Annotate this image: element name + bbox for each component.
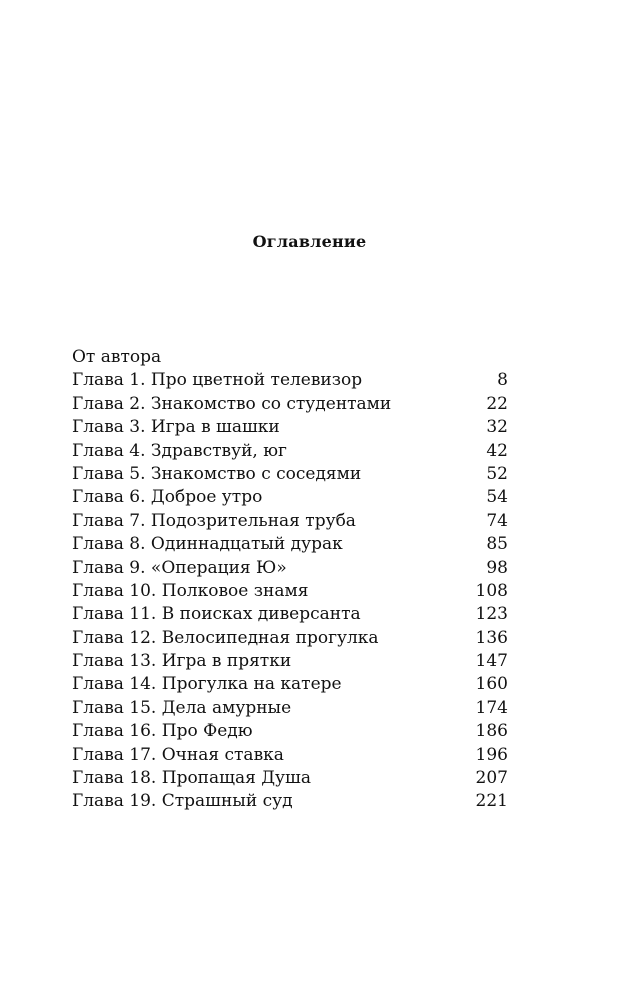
toc-entry-page: 98 xyxy=(486,557,508,578)
toc-entry-page: 8 xyxy=(497,370,508,391)
toc-entry-chapter-19[interactable] xyxy=(72,790,508,813)
toc-entry-title: Глава 1. Про цветной телевизор xyxy=(72,370,363,391)
toc-entry-title: Глава 15. Дела амурные xyxy=(72,697,292,718)
toc-entry-chapter-10[interactable] xyxy=(72,580,508,603)
toc-entry-page: 85 xyxy=(486,534,508,555)
toc-entry-chapter-5[interactable] xyxy=(72,463,508,486)
toc-entry-page: 147 xyxy=(475,651,508,672)
toc-entry-title: Глава 13. Игра в прятки xyxy=(72,651,292,672)
toc-entry-title: Глава 7. Подозрительная труба xyxy=(72,510,356,531)
toc-entry-title: Глава 16. Про Федю xyxy=(72,721,253,742)
toc-entry-chapter-13[interactable] xyxy=(72,650,508,673)
toc-entry-page: 207 xyxy=(475,768,508,789)
toc-entry-chapter-18[interactable] xyxy=(72,767,508,790)
toc-entry-chapter-8[interactable] xyxy=(72,533,508,556)
toc-entry-page: 160 xyxy=(475,674,508,695)
toc-entry-title: Глава 8. Одиннадцатый дурак xyxy=(72,534,343,555)
toc-entry-page: 74 xyxy=(486,510,508,531)
toc-entry-title: Глава 2. Знакомство со студентами xyxy=(72,393,392,414)
toc-entry-chapter-15[interactable] xyxy=(72,697,508,720)
page-title: Оглавление xyxy=(252,232,367,251)
toc-entry-page: 221 xyxy=(475,791,508,812)
toc-entry-page: 196 xyxy=(475,744,508,765)
toc-entry-title: Глава 18. Пропащая Душа xyxy=(72,768,311,789)
toc-entry-chapter-3[interactable] xyxy=(72,416,508,439)
toc-entry-title: Глава 12. Велосипедная прогулка xyxy=(72,627,379,648)
toc-entry-chapter-11[interactable] xyxy=(72,603,508,626)
toc-entry-title: Глава 5. Знакомство с соседями xyxy=(72,463,362,484)
toc-entry-chapter-6[interactable] xyxy=(72,486,508,509)
toc-entry-author-preface[interactable] xyxy=(72,346,508,369)
toc-entry-page: 22 xyxy=(486,393,508,414)
toc-entry-chapter-14[interactable] xyxy=(72,673,508,696)
toc-entry-title: От автора xyxy=(72,347,162,367)
toc-entry-page: 108 xyxy=(475,580,508,601)
toc-entry-title: Глава 11. В поисках диверсанта xyxy=(72,604,361,625)
toc-entry-page: 42 xyxy=(486,440,508,461)
toc-entry-chapter-1[interactable] xyxy=(72,369,508,392)
toc-entry-page: 136 xyxy=(475,627,508,648)
toc-entry-chapter-12[interactable] xyxy=(72,627,508,650)
toc-entry-chapter-16[interactable] xyxy=(72,720,508,743)
toc-entry-title: Глава 19. Страшный суд xyxy=(72,791,293,812)
toc-entry-chapter-4[interactable] xyxy=(72,440,508,463)
toc-entry-title: Глава 14. Прогулка на катере xyxy=(72,674,342,695)
toc-entry-title: Глава 3. Игра в шашки xyxy=(72,417,280,438)
toc-entry-title: Глава 9. «Операция Ю» xyxy=(72,557,287,578)
table-of-contents xyxy=(72,346,508,814)
toc-entry-page: 123 xyxy=(475,604,508,625)
toc-entry-page: 52 xyxy=(486,463,508,484)
toc-entry-chapter-2[interactable] xyxy=(72,393,508,416)
toc-entry-title: Глава 10. Полковое знамя xyxy=(72,580,309,601)
toc-entry-chapter-9[interactable] xyxy=(72,557,508,580)
toc-entry-chapter-17[interactable] xyxy=(72,744,508,767)
toc-entry-page: 186 xyxy=(475,721,508,742)
toc-entry-title: Глава 4. Здравствуй, юг xyxy=(72,440,287,461)
toc-entry-chapter-7[interactable] xyxy=(72,510,508,533)
toc-entry-title: Глава 6. Доброе утро xyxy=(72,487,263,508)
toc-entry-page: 32 xyxy=(486,417,508,438)
toc-entry-title: Глава 17. Очная ставка xyxy=(72,744,284,765)
toc-entry-page: 174 xyxy=(475,697,508,718)
toc-entry-page: 54 xyxy=(486,487,508,508)
